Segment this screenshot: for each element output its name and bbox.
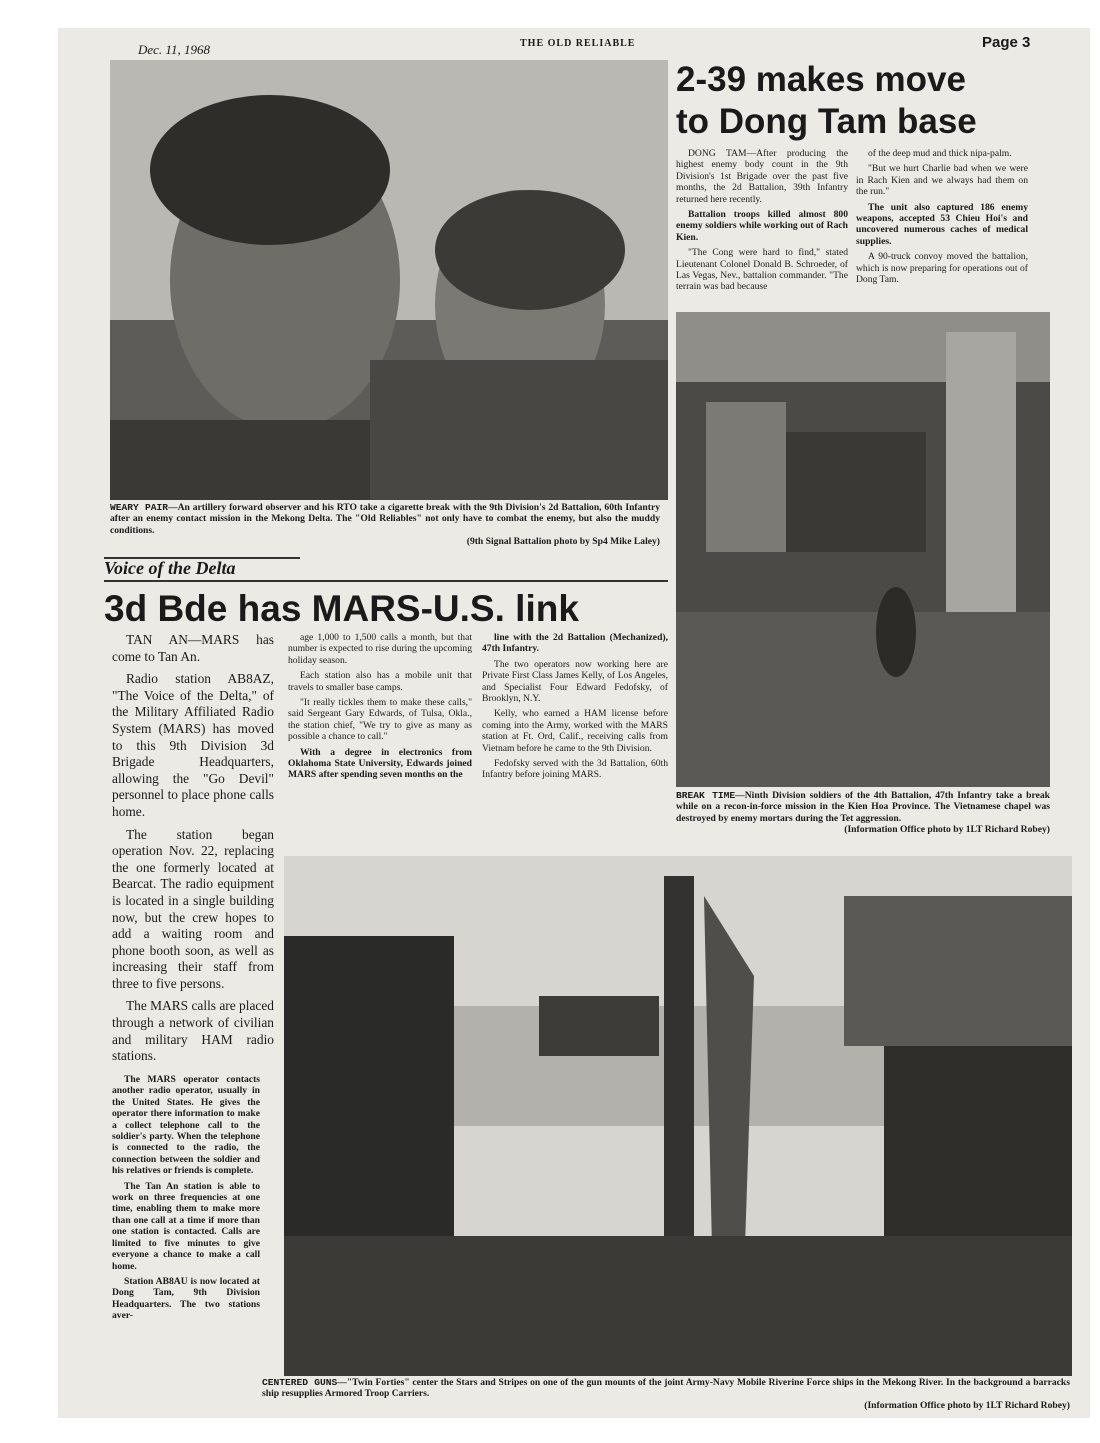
- paragraph: Kelly, who earned a HAM license before coming into the Army, worked with the MARS station at Ft. Ord, Calif., receiving calls from Vietnam before he came to the 9th Division.: [482, 708, 668, 754]
- paragraph: The Tan An station is able to work on three frequencies at one time, enabling them to make more than one call at a time if more than one station is contacted. Calls are limited to five minutes to give everyone a chance to make a call home.: [112, 1180, 260, 1272]
- paragraph: age 1,000 to 1,500 calls a month, but that number is expected to rise during the upcoming holiday season.: [288, 632, 472, 666]
- paragraph: The unit also captured 186 enemy weapons, accepted 53 Chieu Hoi's and uncovered numerous caches of medical supplies.: [856, 201, 1028, 247]
- mars-headline: 3d Bde has MARS-U.S. link: [104, 588, 579, 629]
- centered-guns-photo: [284, 856, 1072, 1376]
- paragraph: of the deep mud and thick nipa-palm.: [868, 148, 1012, 159]
- paragraph: Battalion troops killed almost 800 enemy soldiers while working out of Rach Kien.: [676, 209, 848, 243]
- dong-tam-headline-line-2: to Dong Tam base: [676, 102, 977, 141]
- paragraph: The station began operation Nov. 22, replacing the one formerly located at Bearcat. The radio equipment is located in a single building now, but the crew hopes to add a waiting room and phone booth soon, as well as increasing their staff from three to five persons.: [112, 826, 274, 991]
- mars-column-3: [482, 632, 668, 785]
- paragraph: "It really tickles them to make these calls," said Sergeant Gary Edwards, of Tulsa, Okla., the station chief, "We try to give as many as possible a chance to call.": [288, 697, 472, 743]
- paragraph: Station AB8AU is now located at Dong Tam, 9th Division Headquarters. The two stations aver-: [112, 1275, 260, 1322]
- masthead: THE OLD RELIABLE: [520, 38, 636, 49]
- caption-text: —An artillery forward observer and his RTO take a cigarette break with the 9th Division's 2d Battalion, 60th Infantry after an enemy contact mission in the Mekong Delta. The "Old Reliables" not only have to combat the enemy, but also the muddy conditions.: [110, 502, 660, 536]
- mars-column-1-continued: [112, 1074, 260, 1326]
- caption-lead: WEARY PAIR: [110, 502, 169, 513]
- centered-guns-caption: [262, 1377, 1070, 1411]
- page-number: Page 3: [982, 34, 1031, 51]
- paragraph: The two operators now working here are Private First Class James Kelly, of Los Angeles, and Specialist Four Edward Fedofsky, of Brooklyn, N.Y.: [482, 658, 668, 705]
- weary-pair-photo: [110, 60, 668, 500]
- mars-column-1: [112, 632, 274, 1071]
- break-time-photo: [676, 312, 1050, 787]
- weary-pair-caption: [110, 502, 660, 548]
- dong-tam-column-2: [856, 148, 1028, 289]
- mars-column-2: [288, 632, 472, 785]
- photo-credit: (Information Office photo by 1LT Richard Robey): [864, 1399, 1070, 1411]
- paragraph: Fedofsky served with the 3d Battalion, 60th Infantry before joining MARS.: [482, 758, 668, 781]
- dong-tam-column-1: [676, 148, 848, 297]
- paragraph: The MARS calls are placed through a network of civilian and military HAM radio stations.: [112, 998, 274, 1064]
- paragraph: "But we hurt Charlie bad when we were in Rach Kien and we always had them on the run.": [856, 163, 1028, 198]
- break-time-caption: [676, 790, 1050, 836]
- paragraph: With a degree in electronics from Oklahoma State University, Edwards joined MARS after spending seven months on the: [288, 746, 472, 781]
- paragraph: DONG TAM—After producing the highest enemy body count in the 9th Division's 1st Brigade over the past five months, the 2d Battalion, 39th Infantry returned here recently.: [676, 148, 848, 205]
- paragraph: A 90-truck convoy moved the battalion, which is now preparing for operations out of Dong Tam.: [856, 251, 1028, 286]
- caption-text: —"Twin Forties" center the Stars and Stripes on one of the gun mounts of the joint Army-Navy Mobile Riverine Force ships in the Mekong River. In the background a barracks ship resupplies Armored Troop Carriers.: [262, 1377, 1071, 1400]
- paragraph: "The Cong were hard to find," stated Lieutenant Colonel Donald B. Schroeder, of Las Vegas, Nev., battalion commander. "The terrain was bad because: [676, 247, 848, 293]
- paragraph: Radio station AB8AZ, "The Voice of the Delta," of the Military Affiliated Radio System (MARS) has moved to this 9th Division 3d Brigade Headquarters, allowing the "Go Devil" personnel to place phone calls home.: [112, 671, 274, 819]
- caption-lead: CENTERED GUNS: [262, 1377, 338, 1388]
- kicker-rule-bottom: [104, 580, 668, 582]
- caption-text: —Ninth Division soldiers of the 4th Battalion, 47th Infantry take a break while on a recon-in-force mission in the Kien Hoa Province. The Vietnamese chapel was destroyed by enemy mortars during the Tet aggression.: [676, 790, 1050, 824]
- issue-date: Dec. 11, 1968: [138, 42, 210, 57]
- paragraph: The MARS operator contacts another radio operator, usually in the United States. He gives the operator there information to make a collect telephone call to the soldier's party. When the telephone is connected to the radio, the connection between the soldier and his relatives or friends is complete.: [112, 1074, 260, 1177]
- paragraph: TAN AN—MARS has come to Tan An.: [112, 632, 274, 664]
- caption-lead: BREAK TIME: [676, 790, 736, 801]
- paragraph: Each station also has a mobile unit that travels to smaller base camps.: [288, 670, 472, 693]
- photo-credit: (Information Office photo by 1LT Richard Robey): [844, 824, 1050, 836]
- section-kicker: Voice of the Delta: [104, 558, 236, 578]
- paragraph: line with the 2d Battalion (Mechanized), 47th Infantry.: [482, 632, 668, 655]
- photo-credit: (9th Signal Battalion photo by Sp4 Mike Laley): [466, 536, 660, 548]
- dong-tam-headline-line-1: 2-39 makes move: [676, 60, 966, 99]
